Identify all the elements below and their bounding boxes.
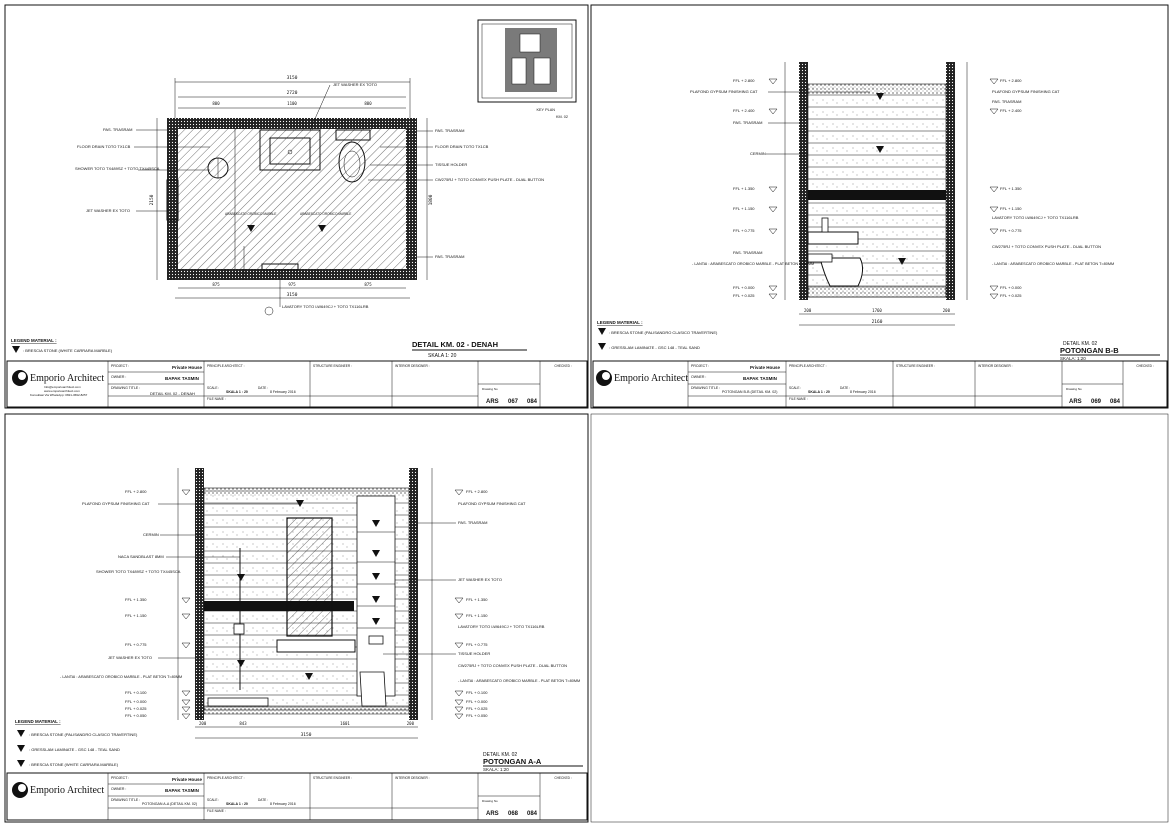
dim-top-total: 3150 [286, 76, 298, 81]
b-level-right-7: FFL + 0.025 [1000, 293, 1022, 298]
tb-drawing-title: DETAIL KM. 02 - DENAH [150, 391, 195, 396]
b-drawing-scale: SKALA: 1:20 [1060, 356, 1086, 361]
tb2-sheet-code: ARS [486, 811, 499, 817]
tb1-label-scale: SCALE : [789, 386, 802, 390]
titleblock-potongan-a [7, 773, 587, 820]
dim-sub-1: 800 [212, 101, 220, 106]
a-level-left-3: FFL + 1.150 [125, 613, 147, 618]
b-level-left-2: FFL + 2.400 [733, 108, 755, 113]
tb1-owner: BAPAK TASMIN [743, 376, 777, 381]
b-callout-right-1: PLAFOND GYPSUM FINISHING CAT [992, 89, 1060, 94]
keyplan-sub: KM. 02 [555, 115, 568, 119]
a-dim-1: 200 [199, 721, 207, 726]
callout-bottom: LAVATORY TOTO LW649CJ + TOTO TX116LRB [282, 304, 369, 309]
legend-item-1: : BRESCIA STONE (WHITE CARRARA MARBLE) [23, 348, 113, 353]
a-dim-2: 843 [239, 721, 247, 726]
tb1-project: Private House [750, 365, 781, 370]
b-legend-item-2: : GRESSLAM LAMINATE - GSC 148 - TEAL SAND [609, 345, 700, 350]
b-level-left-4: FFL + 1.150 [733, 206, 755, 211]
b-callout-left-5: - LANTAI : ARABESCATO OROBICO MARBLE - PLAT BETON T=80MM [692, 262, 815, 266]
b-callout-right-2: PAS. TRASRAM [992, 99, 1022, 104]
dim-right-1: 1800 [429, 194, 434, 206]
b-level-left-3: FFL + 1.350 [733, 186, 755, 191]
firm-contact-2: www.emporioarchitect.com [44, 389, 80, 393]
a-callout-right-5: TISSUE HOLDER [458, 651, 491, 656]
b-callout-right-5: - LANTAI : ARABESCATO OROBICO MARBLE - PLAT BETON T=80MM [992, 262, 1115, 266]
key-plan [478, 20, 576, 119]
firm-contact-1: Info@emporioarchitect.com [44, 385, 81, 389]
tb-label-drawing: DRAWING TITLE : [111, 386, 141, 390]
tb-owner: BAPAK TASMIN [165, 376, 199, 381]
tb1-drawing-title: POTONGAN B-B (DETAIL KM. 02) [722, 390, 778, 394]
b-title-pre: DETAIL KM. 02 [1063, 341, 1098, 347]
b-level-left-5: FFL + 0.775 [733, 228, 755, 233]
tb1-label-project: PROJECT : [691, 364, 710, 368]
a-callout-left-6: - LANTAI : ARABESCATO OROBICO MARBLE - PLAT BETON T=80MM [60, 675, 183, 679]
callout-right-5: CW275RJ + TOTO CONVEX PUSH PLATE - DUAL BUTTON [435, 177, 544, 182]
tb2-scale: SKALA 1 : 20 [226, 802, 248, 806]
dim-bottom-3: 875 [364, 282, 372, 287]
a-title-pre: DETAIL KM. 02 [483, 752, 518, 758]
tb-label-architect: PRINCIPLE ARCHITECT : [207, 364, 245, 368]
legend-title: LEGEND MATERIAL : [11, 338, 57, 343]
titleblock-denah [7, 361, 587, 407]
b-callout-left-2: PAS. TRASRAM [733, 120, 763, 125]
a-legend-item-1: : BRESCIA STONE (PALISANDRO CLASICO TRAVERTINE) [29, 732, 138, 737]
a-dim-4: 200 [406, 721, 414, 726]
tb2-label-structure: STRUCTURE ENGINEER : [313, 776, 352, 780]
tb-label-structure: STRUCTURE ENGINEER : [313, 364, 352, 368]
sheet-potongan-b [597, 62, 1160, 361]
b-dim-1: 200 [804, 308, 812, 313]
a-level-right-3: FFL + 1.150 [466, 613, 488, 618]
tb-label-project: PROJECT : [111, 364, 130, 368]
callout-right-1: JET WASHER EX TOTO [333, 82, 378, 87]
a-callout-right-2: PAS. TRASRAM [458, 520, 488, 525]
a-callout-left-5: JET WASHER EX TOTO [108, 655, 153, 660]
tb2-label-drawing-no: Drawing No [482, 799, 498, 803]
a-legend-item-2: : GRESSLAM LAMINATE - GSC 148 - TEAL SAND [29, 747, 120, 752]
a-callout-left-1: PLAFOND GYPSUM FINISHING CAT [82, 501, 150, 506]
tb2-date: 8 February 2016 [270, 802, 296, 806]
a-legend-item-3: : BRESCIA STONE (WHITE CARRARA MARBLE) [29, 762, 119, 767]
a-level-left-2: FFL + 1.350 [125, 597, 147, 602]
b-callout-right-3: LAVATORY TOTO LW649CJ + TOTO TX116LRB [992, 215, 1079, 220]
tb1-sheet-no: 069 [1091, 399, 1102, 405]
tb2-label-date: DATE : [258, 798, 269, 802]
tb-project: Private House [172, 365, 203, 370]
sheet-potongan-a [15, 468, 583, 772]
tb1-sheet-total: 084 [1110, 399, 1121, 405]
tb2-label-checked: CHECKED : [554, 776, 572, 780]
dim-left-1: 2150 [150, 194, 155, 206]
tb2-sheet-total: 084 [527, 811, 538, 817]
tb-sheet-total: 084 [527, 399, 538, 405]
a-drawing-title: POTONGAN A-A [483, 757, 542, 766]
a-level-right-2: FFL + 1.350 [466, 597, 488, 602]
tb1-date: 8 February 2016 [850, 390, 876, 394]
dim-bottom-total: 3150 [286, 293, 298, 298]
tb-date: 8 February 2016 [270, 390, 296, 394]
a-callout-right-1: PLAFOND GYPSUM FINISHING CAT [458, 501, 526, 506]
firm-name: Emporio Architect [30, 373, 105, 384]
callout-left-2: FLOOR DRAIN TOTO TX1CB [77, 144, 131, 149]
a-level-left-4: FFL + 0.775 [125, 642, 147, 647]
tb1-label-date: DATE : [840, 386, 851, 390]
callout-right-6: PAS. TRASRAM [435, 254, 465, 259]
firm-name-2: Emporio Architect [614, 373, 689, 384]
tb-label-owner: OWNER : [111, 375, 127, 379]
tb-scale: SKALA 1 : 20 [226, 390, 248, 394]
tb2-label-project: PROJECT : [111, 776, 130, 780]
a-level-right-5: FFL + 0.100 [466, 690, 488, 695]
tb1-scale: SKALA 1 : 20 [808, 390, 830, 394]
b-drawing-title: POTONGAN B-B [1060, 346, 1119, 355]
b-callout-left-3: CERMIN [750, 151, 766, 156]
b-level-right-1: FFL + 2.800 [1000, 78, 1022, 83]
tb1-label-interior: INTERIOR DESIGNER : [978, 364, 1013, 368]
a-legend-title: LEGEND MATERIAL : [15, 719, 61, 724]
tb-label-interior: INTERIOR DESIGNER : [395, 364, 430, 368]
a-level-right-8: FFL + 0.050 [466, 713, 488, 718]
tb1-sheet-code: ARS [1069, 399, 1082, 405]
callout-right-4: TISSUE HOLDER [435, 162, 468, 167]
tb-sheet-no: 067 [508, 399, 519, 405]
b-callout-left-1: PLAFOND GYPSUM FINISHING CAT [690, 89, 758, 94]
tb2-label-interior: INTERIOR DESIGNER : [395, 776, 430, 780]
a-level-right-6: FFL + 0.000 [466, 699, 488, 704]
svg-text:ARABESCATO OROBICO MARBLE: ARABESCATO OROBICO MARBLE [300, 212, 352, 216]
tb1-label-owner: OWNER : [691, 375, 707, 379]
b-level-left-7: FFL + 0.025 [733, 293, 755, 298]
tb-label-date: DATE : [258, 386, 269, 390]
keyplan-label: KEY PLAN [536, 108, 555, 112]
tb1-label-checked: CHECKED : [1136, 364, 1154, 368]
tb-label-file: FILE NAME : [207, 397, 226, 401]
b-dim-2: 1760 [872, 308, 882, 313]
tb2-sheet-no: 068 [508, 811, 519, 817]
drawing-title: DETAIL KM. 02 - DENAH [412, 340, 498, 349]
tb2-label-scale: SCALE : [207, 798, 220, 802]
a-level-left-5: FFL + 0.100 [125, 690, 147, 695]
b-level-right-2: FFL + 2.400 [1000, 108, 1022, 113]
b-callout-left-4: PAS. TRASRAM [733, 250, 763, 255]
denah-legend [11, 338, 527, 359]
a-callout-left-3: NACA SANDBLAST 8MM [118, 554, 164, 559]
tb-label-drawing-no: Drawing No [482, 387, 498, 391]
firm-contact-3: Konsultasi Via WhatsApp: 0821-3692-8257 [30, 393, 88, 397]
a-callout-left-2: CERMIN [143, 532, 159, 537]
dim-bottom-1: 875 [212, 282, 220, 287]
dim-top-inner: 2720 [286, 91, 298, 96]
b-level-right-4: FFL + 1.150 [1000, 206, 1022, 211]
a-drawing-scale: SKALA: 1:20 [483, 767, 509, 772]
b-dim-total: 2160 [871, 320, 883, 325]
b-dim-3: 200 [942, 308, 950, 313]
tb-label-scale: SCALE : [207, 386, 220, 390]
section-b-legend [597, 320, 1160, 361]
tb2-label-drawing: DRAWING TITLE : [111, 798, 141, 802]
tb1-label-drawing-no: Drawing No [1066, 387, 1082, 391]
a-level-right-7: FFL + 0.025 [466, 706, 488, 711]
a-callout-right-6: CW275RJ + TOTO CONVEX PUSH PLATE - DUAL BUTTON [458, 663, 567, 668]
b-level-right-6: FFL + 0.000 [1000, 285, 1022, 290]
b-level-left-6: FFL + 0.000 [733, 285, 755, 290]
b-legend-title: LEGEND MATERIAL : [597, 320, 643, 325]
tb2-owner: BAPAK TASMIN [165, 788, 199, 793]
callout-left-3: SHOWER TOTO TX489SZ + TOTO TX445SCA [75, 166, 160, 171]
sheet-denah-plan [11, 20, 576, 359]
tb2-label-file: FILE NAME : [207, 809, 226, 813]
callout-left-4: JET WASHER EX TOTO [86, 208, 131, 213]
a-callout-right-3: JET WASHER EX TOTO [458, 577, 503, 582]
a-callout-right-7: - LANTAI : ARABESCATO OROBICO MARBLE - PLAT BETON T=80MM [458, 679, 581, 683]
a-level-left-8: FFL + 0.050 [125, 713, 147, 718]
callout-left-1: PAS. TRASRAM [103, 127, 133, 132]
tb2-label-owner: OWNER : [111, 787, 127, 791]
a-callout-right-4: LAVATORY TOTO LW649CJ + TOTO TX116LRB [458, 624, 545, 629]
tb1-label-structure: STRUCTURE ENGINEER : [896, 364, 935, 368]
b-legend-item-1: : BRESCIA STONE (PALISANDRO CLASICO TRAVERTINE) [609, 330, 718, 335]
firm-name-3: Emporio Architect [30, 785, 105, 796]
titleblock-potongan-b [593, 361, 1167, 407]
a-callout-left-4: SHOWER TOTO TX489SZ + TOTO TX445SCA [96, 569, 181, 574]
tb1-label-drawing: DRAWING TITLE : [691, 386, 721, 390]
svg-text:ARABESCATO OROBICO MARBLE: ARABESCATO OROBICO MARBLE [225, 212, 277, 216]
tb1-label-file: FILE NAME : [789, 397, 808, 401]
tb1-label-architect: PRINCIPLE ARCHITECT : [789, 364, 827, 368]
a-level-right-1: FFL + 2.800 [466, 489, 488, 494]
callout-right-3: FLOOR DRAIN TOTO TX1CB [435, 144, 489, 149]
dim-sub-2: 1100 [287, 101, 297, 106]
b-callout-right-4: CW275RJ + TOTO CONVEX PUSH PLATE - DUAL BUTTON [992, 244, 1101, 249]
a-dim-total: 3150 [300, 733, 312, 738]
a-dim-3: 1601 [340, 721, 350, 726]
tb2-drawing-title: POTONGAN A-A (DETAIL KM. 02) [142, 802, 198, 806]
b-level-left-1: FFL + 2.800 [733, 78, 755, 83]
tb2-project: Private House [172, 777, 203, 782]
a-level-left-7: FFL + 0.025 [125, 706, 147, 711]
dim-bottom-2: 975 [288, 282, 296, 287]
b-level-right-3: FFL + 1.350 [1000, 186, 1022, 191]
a-level-left-1: FFL + 2.800 [125, 489, 147, 494]
a-level-left-6: FFL + 0.000 [125, 699, 147, 704]
drawing-scale: SKALA 1: 20 [428, 353, 457, 359]
firm-logo [12, 370, 104, 397]
b-level-right-5: FFL + 0.775 [1000, 228, 1022, 233]
dim-sub-3: 800 [364, 101, 372, 106]
bathroom-plan [167, 118, 417, 280]
tb2-label-architect: PRINCIPLE ARCHITECT : [207, 776, 245, 780]
tb-label-checked: CHECKED : [554, 364, 572, 368]
tb-sheet-code: ARS [486, 399, 499, 405]
a-level-right-4: FFL + 0.775 [466, 642, 488, 647]
callout-right-2: PAS. TRASRAM [435, 128, 465, 133]
